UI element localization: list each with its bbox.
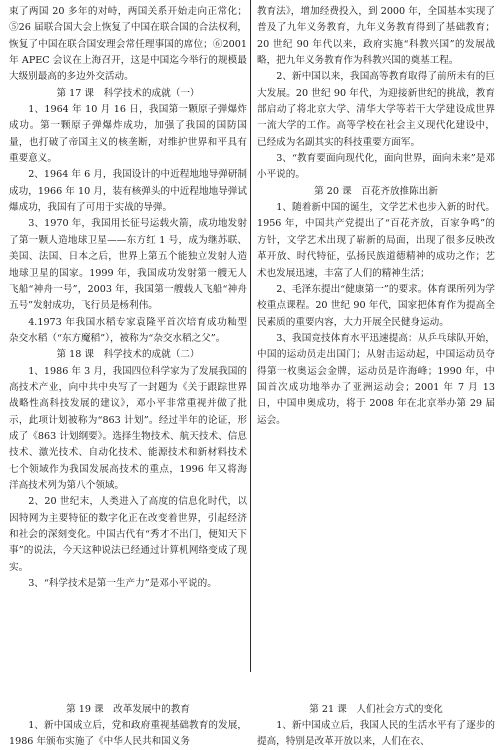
lesson-20-item-2: 2、毛泽东提出“健康第一”的要求。体育课所列为学校重点课程。20 世纪 90 年代，国家把体育作为提高全民素质的重要内容，大力开展全民健身运动。 bbox=[257, 283, 495, 328]
lesson-20-item-1: 1、随着新中国的诞生，文学艺术也步入新的时代。1956 年，中国共产党提出了“百花齐放，百家争鸣”的方针，文学艺术出现了崭新的局面，出现了很多反映改革开放、时代特征，弘扬民族道德精神的成功之作；艺术也发展迅速，丰富了人们的精神生活； bbox=[257, 202, 495, 279]
lesson-20-item-3: 3、我国竞技体育水平迅速提高：从乒乓球队开始，中国的运动员走出国门；从射击运动起，中国运动员夺得第一枚奥运会金牌，运动员是许海峰；1990 年，中国首次成功地举办了亚洲运动会；2001 年 7 月 13 日，中国申奥成功，将于 2008 年在北京举办第 29 届运会。 bbox=[257, 332, 495, 426]
education-item-2: 2、新中国以来，我国高等教育取得了前所未有的巨大发展。20 世纪 90 年代，为迎接新世纪的挑战，教育部启动了将北京大学、清华大学等若干大学建设成世界一流大学的工作。高等学校在社会主义现代化建设中，已经成为名副其实的科技重要方面军。 bbox=[257, 71, 495, 148]
lesson-19-heading: 第 19 课 改革发展中的教育 bbox=[66, 704, 190, 715]
right-intro-paragraph: 教育法》，增加经费投入，到 2000 年，全国基本实现了普及了九年义务教育，九年义务教育得到了基础教育；20 世纪 90 年代以来，政府实施“科教兴国”的发展战略，把九年义务教育作为科教兴国的奠基工程。 bbox=[257, 6, 495, 67]
left-intro-paragraph: 束了两国 20 多年的对峙，两国关系开始走向正常化；⑤26 届联合国大会上恢复了中国在联合国的合法权利，恢复了中国在联合国安理会常任理事国的席位；⑥2001 年 APEC 会议在上海召开，这是中国迄今举行的规模最大级别最高的多边外交活动。 bbox=[9, 6, 247, 83]
lesson-21-heading: 第 21 课 人们社会方式的变化 bbox=[309, 704, 443, 715]
lesson-18-item-3: 3、“科学技术是第一生产力”是邓小平说的。 bbox=[28, 578, 217, 590]
lesson-17-item-3: 3、1970 年，我国用长征号运载火箭，成功地发射了第一颗人造地球卫星——东方红 1 号，成为继苏联、美国、法国、日本之后，世界上第五个能独立发射人造地球卫星的国家。1999 年，我国成功发射第一艘无人飞船“神舟一号”，2003 年，我国第一艘载人飞船“神舟五号”发射成功，飞行员是杨利伟。 bbox=[9, 218, 247, 312]
lesson-17-item-2: 2、1964 年 6 月，我国设计的中近程地地导弹研制成功，1966 年 10 月，装有核弹头的中近程地地导弹试爆成功，我国有了可用于实战的导弹。 bbox=[9, 169, 247, 214]
lesson-18-item-1: 1、1986 年 3 月，我国四位科学家为了发展我国的高技术产业，向中共中央写了一封题为《关于跟踪世界战略性高科技发展的建议》，邓小平非常重视并做了批示，此项计划被称为“863 计划”。经过半年的论证，形成了《863 计划纲要》。选择生物技术、航天技术、信息技术、激光技术、自动化技术、能源技术和新材料技术七个领域作为我国发展高技术的重点，1996 年又将海洋高技术列为第八个领域。 bbox=[9, 365, 247, 491]
lesson-18-item-2: 2、20 世纪末，人类进入了高度的信息化时代，以因特网为主要特征的数字化正在改变着世界，引起经济和社会的深刻变化。中国古代有“秀才不出门，便知天下事”的说法，今天这种说法已经通过计算机网络变成了现实。 bbox=[9, 496, 247, 573]
education-item-3: 3、“教育要面向现代化，面向世界，面向未来”是邓小平说的。 bbox=[257, 153, 495, 181]
lesson-17-item-4: 4.1973 年我国水稻专家袁隆平首次培育成功籼型杂交水稻（“东方魔稻”），被称为“杂交水稻之父”。 bbox=[9, 316, 247, 344]
column-divider bbox=[250, 0, 251, 672]
lesson-17-heading: 第 17 课 科学技术的成就（一） bbox=[56, 87, 200, 99]
lesson-21-item-1: 1、新中国成立后，我国人民的生活水平有了逐步的提高，特别是改革开放以来，人们在衣、 bbox=[257, 720, 495, 747]
lesson-17-item-1: 1、1964 年 10 月 16 日，我国第一颗原子弹爆炸成功。第一颗原子弹爆炸成功，加强了我国的国防国量，也打破了帝国主义的核垄断，对维护世界和平具有重要意义。 bbox=[9, 104, 247, 165]
lesson-18-heading: 第 18 课 科学技术的成就（二） bbox=[56, 349, 200, 361]
bottom-left-section bbox=[9, 702, 247, 750]
lesson-20-heading: 第 20 课 百花齐放推陈出新 bbox=[314, 185, 438, 197]
right-column bbox=[257, 4, 495, 429]
lesson-19-item-1: 1、新中国成立后，党和政府重视基础教育的发展，1986 年颁布实施了《中华人民共和国义务 bbox=[9, 720, 247, 747]
left-column bbox=[9, 4, 247, 592]
bottom-right-section bbox=[257, 702, 495, 750]
